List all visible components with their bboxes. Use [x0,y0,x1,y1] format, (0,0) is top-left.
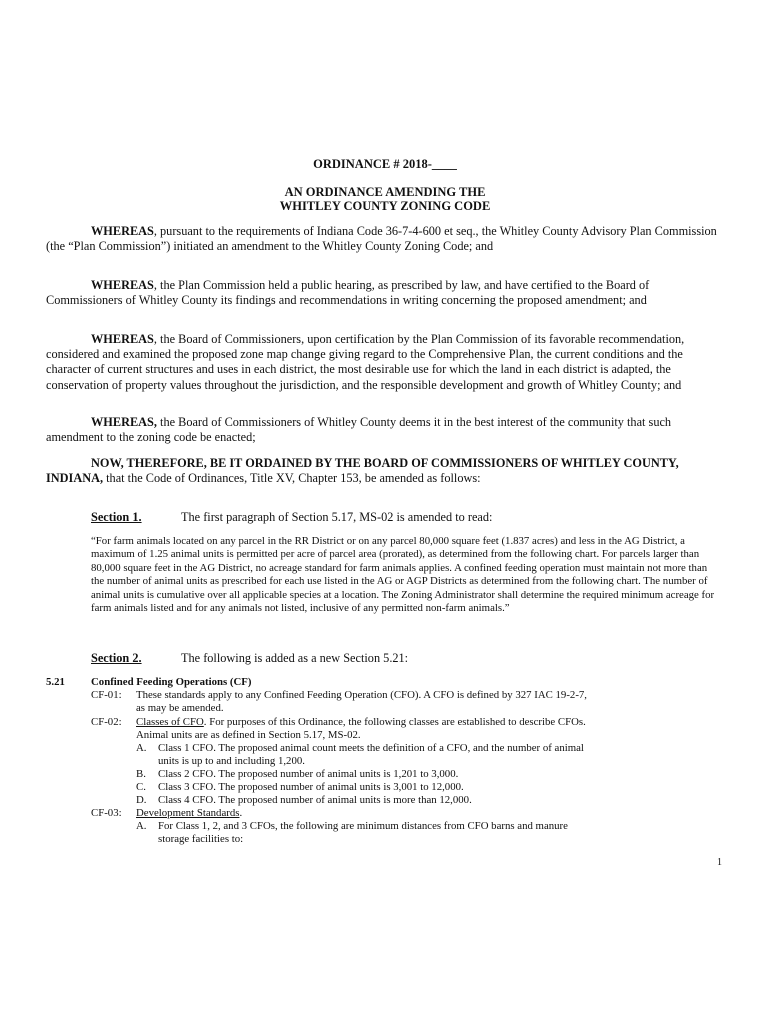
section-1-text: The first paragraph of Section 5.17, MS-02 is amended to read: [181,510,493,524]
class-a-letter: A. [136,742,147,754]
cf01-continued: as may be amended. [136,702,224,714]
ordinance-title-line-2: WHITLEY COUNTY ZONING CODE [279,199,491,213]
cf03-code: CF-03: [91,807,122,819]
cf02-continued: Animal units are as defined in Section 5.17, MS-02. [136,729,361,741]
class-c-text: Class 3 CFO. The proposed number of animal units is 3,001 to 12,000. [158,781,464,793]
recital-text: , pursuant to the requirements of Indiana Code 36-7-4-600 et seq., the Whitley County Advisory Plan Commission (the “Plan Commission”) initiated an amendment to the Whitley County Zoning Code; and [46,224,717,254]
recital-2 [46,278,720,308]
cf01-code: CF-01: [91,689,122,701]
cf02-text: . For purposes of this Ordinance, the following classes are established to describe CFOs. [203,716,586,728]
ordaining-clause [46,456,720,486]
ordain-lead: NOW, THEREFORE, BE IT ORDAINED BY THE BOARD OF COMMISSIONERS OF WHITLEY COUNTY, INDIANA, [46,456,679,486]
class-d-letter: D. [136,794,147,806]
section-2-heading [91,651,408,666]
class-b-letter: B. [136,768,146,780]
class-c-letter: C. [136,781,146,793]
cf03-line [136,807,242,820]
recital-4 [46,415,720,445]
recital-text: , the Plan Commission held a public hearing, as prescribed by law, and have certified to the Board of Commissioners of Whitley County its findings and recommendations in writing concerning the proposed amendment; and [46,278,650,308]
recital-lead: WHEREAS [91,332,154,346]
section-2-label: Section 2. [91,651,142,665]
recital-lead: WHEREAS [91,278,154,292]
class-a-text: Class 1 CFO. The proposed animal count meets the definition of a CFO, and the number of animal [158,742,584,754]
recital-lead: WHEREAS, [91,415,157,429]
class-a-continued: units is up to and including 1,200. [158,755,305,767]
section-1-quote: “For farm animals located on any parcel in the RR District or on any parcel 80,000 square feet (1.837 acres) and less in the AG District, a maximum of 1.25 animal units is permitted per acre of parcel area (prorated), as determined from the following chart. For parcels larger than 80,000 square feet in the AG District, no acreage standard for farm animals applies. A confined feeding operation must maintain not more than the number of animal units as prescribed for each use listed in the AG or AGP Districts as determined from the following chart. The number of animal units is cumulative over all applicable species at a location. The Zoning Administrator shall determine the required minimum acreage for farm animals listed and for any animals not listed, inclusive of any permitted non-farm animals.” [91,535,715,615]
cf02-line [136,716,726,729]
recital-text: , the Board of Commissioners, upon certification by the Plan Commission of its favorable recommendation, considered and examined the proposed zone map change giving regard to the Comprehensive Plan, the current conditions and the character of current structures and uses in each district, the most desirable use for which the land in each district is adapted, the conservation of property values throughout the jurisdiction, and the responsible development and growth of Whitley County; and [46,332,685,392]
ordinance-title-line-1: AN ORDINANCE AMENDING THE [284,185,486,199]
recital-text: the Board of Commissioners of Whitley County deems it in the best interest of the community that such amendment to the zoning code be enacted; [46,415,672,445]
section-1-heading [91,510,492,525]
recital-3 [46,332,720,393]
cf03-heading: Development Standards [136,807,240,819]
section-title: Confined Feeding Operations (CF) [91,676,252,688]
page-number: 1 [717,857,722,868]
cf02-code: CF-02: [91,716,122,728]
class-b-text: Class 2 CFO. The proposed number of animal units is 1,201 to 3,000. [158,768,459,780]
recital-lead: WHEREAS [91,224,154,238]
section-2-text: The following is added as a new Section 5.21: [181,651,409,665]
cf01-text: These standards apply to any Confined Feeding Operation (CFO). A CFO is defined by 327 IAC 19-2-7, [136,689,588,701]
cf03-period: . [239,807,243,819]
cf03-a-continued: storage facilities to: [158,833,244,845]
section-number: 5.21 [46,676,65,688]
ordinance-number: ORDINANCE # 2018-____ [313,157,457,171]
recital-1 [46,224,720,254]
cf03-a-text: For Class 1, 2, and 3 CFOs, the following are minimum distances from CFO barns and manure [158,820,568,832]
cf02-heading: Classes of CFO [136,716,204,728]
section-1-label: Section 1. [91,510,142,524]
ordain-text: that the Code of Ordinances, Title XV, Chapter 153, be amended as follows: [103,471,481,486]
class-d-text: Class 4 CFO. The proposed number of animal units is more than 12,000. [158,794,472,806]
cf03-a-letter: A. [136,820,147,832]
